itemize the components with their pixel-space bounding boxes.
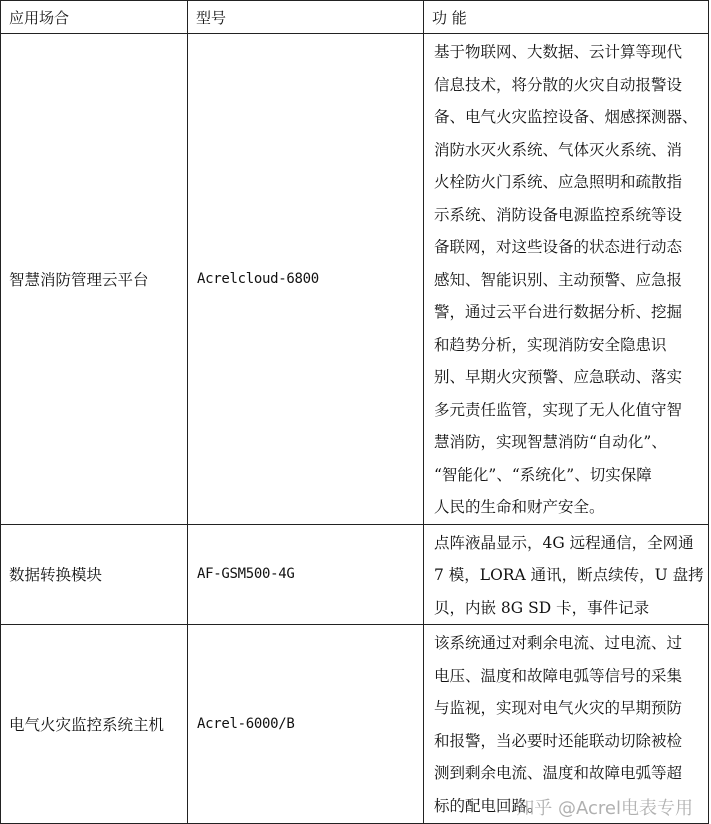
function-cell bbox=[424, 524, 709, 625]
model-cell: AF-GSM500-4G bbox=[188, 524, 424, 625]
function-line: 消防水灭火系统、气体灭火系统、消 bbox=[434, 140, 683, 159]
header-application: 应用场合 bbox=[1, 1, 188, 34]
function-line: 人民的生命和财产安全。 bbox=[434, 498, 605, 516]
function-line: 备、电气火灾监控设备、烟感探测器、 bbox=[434, 108, 698, 126]
function-line: 贝，内嵌 8G SD 卡，事件记录 bbox=[434, 598, 650, 617]
model-cell: Acrel-6000/B bbox=[188, 625, 424, 824]
table-row bbox=[1, 34, 709, 525]
function-line: 慧消防，实现智慧消防“自动化”、 bbox=[434, 433, 667, 451]
function-line: 测到剩余电流、温度和故障电弧等超 bbox=[434, 764, 683, 782]
function-line: 示系统、消防设备电源监控系统等设 bbox=[434, 205, 683, 224]
function-line: “智能化”、“系统化”、切实保障 bbox=[434, 465, 652, 484]
function-line: 基于物联网、大数据、云计算等现代 bbox=[434, 43, 683, 61]
function-line: 该系统通过对剩余电流、过电流、过 bbox=[434, 634, 683, 652]
watermark: 知乎 @Acrel电表专用 bbox=[516, 798, 693, 819]
function-line: 多元责任监管，实现了无人化值守智 bbox=[434, 400, 683, 419]
function-line: 信息技术，将分散的火灾自动报警设 bbox=[434, 75, 683, 94]
application-cell: 智慧消防管理云平台 bbox=[1, 34, 188, 525]
function-line: 火栓防火门系统、应急照明和疏散指 bbox=[434, 173, 683, 191]
function-line: 标的配电回路。 bbox=[434, 796, 543, 815]
function-cell bbox=[424, 34, 709, 525]
function-line: 感知、智能识别、主动预警、应急报 bbox=[434, 270, 683, 289]
header-model: 型号 bbox=[188, 1, 424, 34]
function-line: 电压、温度和故障电弧等信号的采集 bbox=[434, 666, 683, 685]
application-cell: 电气火灾监控系统主机 bbox=[1, 625, 188, 824]
function-line: 和趋势分析，实现消防安全隐患识 bbox=[434, 335, 667, 354]
function-line: 和报警，当必要时还能联动切除被检 bbox=[434, 731, 683, 750]
function-line: 备联网，对这些设备的状态进行动态 bbox=[434, 238, 683, 256]
function-line: 与监视，实现对电气火灾的早期预防 bbox=[434, 699, 683, 717]
function-line: 点阵液晶显示，4G 远程通信，全网通 bbox=[434, 533, 694, 552]
model-cell: Acrelcloud-6800 bbox=[188, 34, 424, 525]
header-row bbox=[1, 1, 709, 34]
header-function: 功 能 bbox=[424, 1, 709, 34]
table-row bbox=[1, 524, 709, 625]
function-line: 别、早期火灾预警、应急联动、落实 bbox=[434, 368, 683, 386]
application-cell: 数据转换模块 bbox=[1, 524, 188, 625]
function-line: 警，通过云平台进行数据分析、挖掘 bbox=[434, 303, 683, 321]
function-line: 7 模，LORA 通讯，断点续传，U 盘拷 bbox=[434, 566, 704, 584]
